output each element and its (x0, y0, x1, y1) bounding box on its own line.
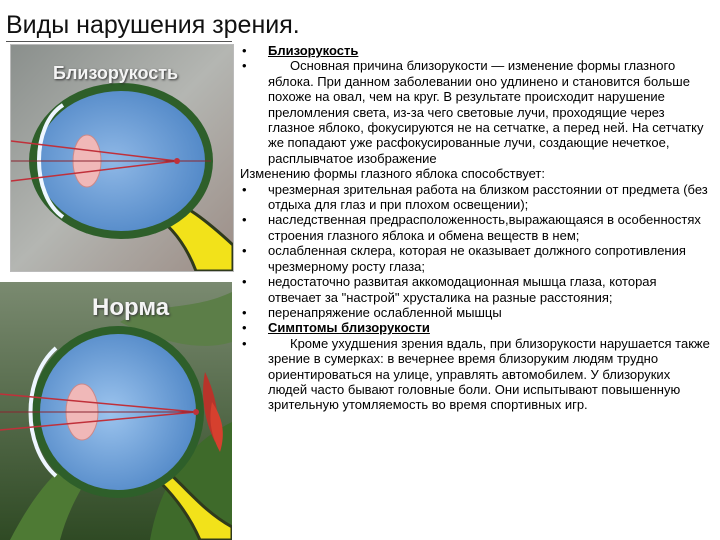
list-item (238, 243, 712, 274)
bullet-icon: • (242, 274, 247, 290)
cause-paragraph: Основная причина близорукости — изменение формы глазного яблока. При данном заболевании оно удлинено и становится больше похоже на овал, чем на круг. В результате происходит нарушение преломления света, из-за чего световые лучи, проходящие через глазное яблоко, фокусируются не на сетчатке, а перед ней. На сетчатку же попадают уже расфокусированные лучи, создающие нечеткое, расплывчатое изображение (268, 58, 704, 166)
myopia-eye-figure (10, 44, 234, 272)
list-item (238, 182, 712, 213)
list-item (238, 43, 712, 58)
body-text (238, 43, 712, 413)
symptoms-heading: Симптомы близорукости (268, 320, 430, 336)
bullet-icon: • (242, 212, 247, 228)
list-item (238, 336, 712, 413)
factor-text: чрезмерная зрительная работа на близком расстоянии от предмета (без отдыха для глаз и при плохом освещении); (268, 181, 708, 213)
factor-text: перенапряжение ослабленной мышцы (268, 304, 502, 320)
list-item (238, 274, 712, 305)
bullet-icon: • (242, 58, 247, 74)
bullet-icon: • (242, 243, 247, 259)
symptoms-paragraph: Кроме ухудшения зрения вдаль, при близорукости нарушается также зрение в сумерках: в вечернее время близоруким людям трудно ориентироваться на улице, управлять автомобилем. У близоруких людей часто бывают головные боли. Они испытывают повышенную зрительную утомляемость во время спортивных игр. (268, 335, 710, 413)
list-item (238, 58, 712, 166)
myopia-heading: Близорукость (268, 43, 359, 58)
bullet-icon: • (242, 304, 247, 320)
title-underline (6, 41, 232, 42)
slide-title: Виды нарушения зрения. (6, 11, 300, 39)
list-item (238, 212, 712, 243)
list-item (238, 320, 712, 335)
bullet-icon: • (242, 335, 247, 351)
bullet-icon: • (242, 181, 247, 197)
factor-text: ослабленная склера, которая не оказывает должного сопротивления чрезмерному росту глаза; (268, 243, 686, 274)
factors-intro: Изменению формы глазного яблока способствует: (240, 166, 545, 182)
normal-figure-label: Норма (92, 294, 170, 321)
factor-text: недостаточно развитая аккомодационная мышца глаза, которая отвечает за "настрой" хрусталика на разные расстояния; (268, 274, 657, 305)
bullet-icon: • (242, 320, 247, 336)
normal-eye-figure (0, 282, 232, 540)
bullet-icon: • (242, 43, 247, 58)
myopia-figure-label: Близорукость (53, 63, 179, 83)
list-item (238, 305, 712, 320)
factor-text: наследственная предрасположенность,выражающаяся в особенностях строения глазного яблока и обмена веществ в нем; (268, 212, 701, 243)
